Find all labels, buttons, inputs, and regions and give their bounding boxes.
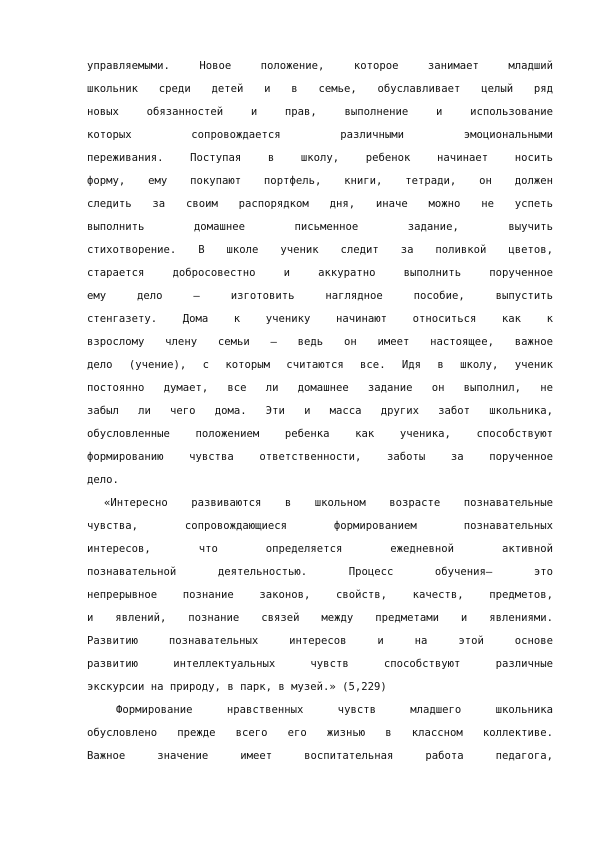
text-line: обусловленные положением ребенка как ученика, способствуют (87, 428, 553, 440)
text-line: управляемыми. Новое положение, которое занимает младший (87, 60, 553, 72)
text-line: забыл ли чего дома. Эти и масса других забот школьника, (87, 405, 553, 417)
text-line: чувства, сопровождающиеся формированием познавательных (87, 520, 553, 532)
text-line: следить за своим распорядком дня, иначе можно не успеть (87, 198, 553, 210)
text-line: выполнить домашнее письменное задание, выучить (87, 221, 553, 233)
text-line: Важное значение имеет воспитательная работа педагога, (87, 750, 553, 762)
text-line: ему дело – изготовить наглядное пособие, выпустить (87, 290, 553, 302)
text-line: Развитию познавательных интересов и на этой основе (87, 635, 553, 647)
text-line: стихотворение. В школе ученик следит за поливкой цветов, (87, 244, 553, 256)
text-line: форму, ему покупают портфель, книги, тетради, он должен (87, 175, 553, 187)
text-line: Формирование нравственных чувств младшего школьника (116, 704, 553, 716)
text-line: стенгазету. Дома к ученику начинают относиться как к (87, 313, 553, 325)
text-line: школьник среди детей и в семье, обуславливает целый ряд (87, 83, 553, 95)
text-line: экскурсии на природу, в парк, в музей.» (5,229) (87, 681, 387, 693)
text-line: которых сопровождается различными эмоциональными (87, 129, 553, 141)
text-line: постоянно думает, все ли домашнее задание он выполнил, не (87, 382, 553, 394)
text-line: развитию интеллектуальных чувств способствуют различные (87, 658, 553, 670)
text-line: обусловлено прежде всего его жизнью в классном коллективе. (87, 727, 553, 739)
text-line: взрослому члену семьи – ведь он имеет настоящее, важное (87, 336, 553, 348)
text-line: формированию чувства ответственности, заботы за порученное (87, 451, 553, 463)
text-line: старается добросовестно и аккуратно выполнить порученное (87, 267, 553, 279)
text-line: переживания. Поступая в школу, ребенок начинает носить (87, 152, 553, 164)
text-line: непрерывное познание законов, свойств, качеств, предметов, (87, 589, 553, 601)
text-line: новых обязанностей и прав, выполнение и использование (87, 106, 553, 118)
text-line: дело (учение), с которым считаются все. Идя в школу, ученик (87, 359, 553, 371)
text-line: и явлений, познание связей между предметами и явлениями. (87, 612, 553, 624)
text-line: «Интересно развиваются в школьном возрасте познавательные (104, 497, 553, 509)
text-line: дело. (87, 474, 119, 486)
text-line: познавательной деятельностью. Процесс обучения– это (87, 566, 553, 578)
text-line: интересов, что определяется ежедневной активной (87, 543, 553, 555)
